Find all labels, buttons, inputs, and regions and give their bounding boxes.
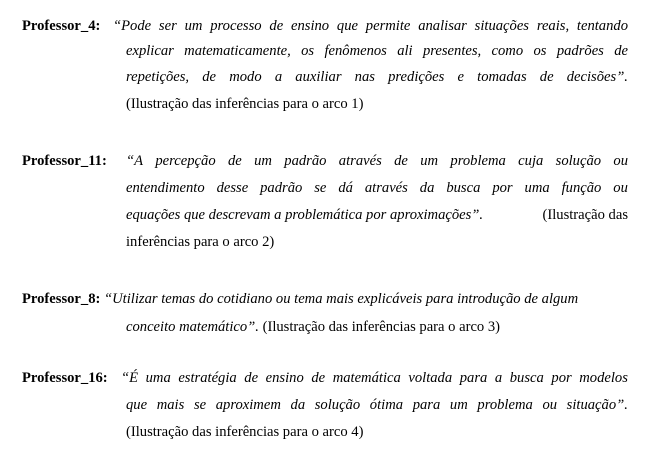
quote-word: uma	[145, 370, 171, 386]
quote-text-with-reference	[126, 207, 628, 224]
quote-word: por	[492, 180, 513, 196]
quote-word: busca	[509, 370, 544, 386]
reference-text: (Ilustração das	[542, 207, 628, 223]
entry-first-line	[22, 18, 628, 35]
quote-word: problema	[450, 153, 506, 169]
quote-word: a	[494, 370, 503, 386]
quote-word: aproximem	[215, 397, 281, 413]
quote-word: padrão	[260, 180, 303, 196]
quote-word: para	[412, 397, 441, 413]
quote-word: estratégia	[178, 370, 237, 386]
quote-word: se	[314, 180, 327, 196]
quote-word: através	[364, 180, 408, 196]
quote-word: matematicamente,	[184, 43, 291, 59]
quote-word: como	[491, 43, 524, 59]
quote-word: ou	[542, 397, 558, 413]
quote-word: solução	[314, 397, 361, 413]
quote-word: explicar	[126, 43, 174, 59]
quote-word: entendimento	[126, 180, 205, 196]
quote-word: processo	[210, 18, 262, 34]
quote-word: ou	[613, 180, 628, 196]
quote-word: situações	[474, 18, 529, 34]
quote-word: a	[274, 69, 283, 85]
quote-word: os	[533, 43, 547, 59]
quote-word: modelos	[579, 370, 628, 386]
quote-word: de	[394, 153, 408, 169]
quote-word: ali	[397, 43, 413, 59]
quote-word: “É	[121, 370, 139, 386]
quote-word: solução	[555, 153, 602, 169]
quote-word: para	[459, 370, 488, 386]
quote-text	[126, 43, 628, 60]
quote-word: um	[449, 397, 468, 413]
speaker-label: Professor_8:	[22, 291, 101, 307]
quote-word: tomadas	[477, 69, 527, 85]
quote-word: um	[420, 153, 439, 169]
quote-word: ótima	[369, 397, 404, 413]
quote-word: ou	[613, 153, 628, 169]
quote-word: modo	[229, 69, 262, 85]
quote-word: “A	[126, 153, 144, 169]
quote-word: de	[539, 69, 554, 85]
quote-word: de	[244, 370, 259, 386]
quote-word: mais	[156, 397, 185, 413]
quote-word: função	[561, 180, 602, 196]
quote-text	[126, 153, 628, 170]
quote-text	[126, 397, 628, 414]
quote-word: ensino	[265, 370, 304, 386]
quote-word: uma	[524, 180, 550, 196]
entry-first-line	[22, 291, 578, 308]
quote-word: um	[184, 18, 203, 34]
quote-word: “Pode	[113, 18, 152, 34]
quote-word: cuja	[518, 153, 544, 169]
quote-word: de	[227, 153, 242, 169]
speaker-label: Professor_11:	[22, 153, 107, 169]
quote-word: problema	[477, 397, 533, 413]
quote-text	[126, 69, 628, 86]
quote-word: reais,	[536, 18, 570, 34]
quote-word: percepção	[155, 153, 216, 169]
quote-word: busca	[446, 180, 481, 196]
quote-word: presentes,	[422, 43, 482, 59]
quote-word: os	[301, 43, 315, 59]
reference-text: (Ilustração das inferências para o arco 3)	[262, 319, 501, 335]
quote-word: voltada	[408, 370, 453, 386]
quote-word: desse	[216, 180, 249, 196]
quote-word: permite	[365, 18, 411, 34]
quote-word: de	[311, 370, 326, 386]
quote-word: através	[338, 153, 382, 169]
entry-first-line	[22, 153, 628, 170]
quote-word: de	[202, 69, 217, 85]
quote-word: ensino	[290, 18, 330, 34]
entry-first-line	[22, 370, 628, 387]
quote-word: de	[269, 18, 284, 34]
quote-word: decisões”.	[566, 69, 628, 85]
quote-word: por	[551, 370, 572, 386]
quote-word: tentando	[576, 18, 628, 34]
quote-word: da	[290, 397, 306, 413]
quote-text: “Utilizar temas do cotidiano ou tema mais explicáveis para introdução de algum	[104, 291, 579, 307]
reference-text: inferências para o arco 2)	[126, 234, 275, 250]
quote-text	[126, 180, 628, 197]
quote-word: dá	[338, 180, 353, 196]
speaker-label: Professor_4:	[22, 18, 101, 34]
quote-word: situação”.	[566, 397, 628, 413]
quote-word: matemática	[332, 370, 401, 386]
quote-word: que	[336, 18, 358, 34]
quote-word: padrão	[284, 153, 327, 169]
quote-word: analisar	[418, 18, 467, 34]
quote-text	[113, 18, 628, 35]
quote-word: padrões	[556, 43, 604, 59]
quote-text: equações que descrevam a problemática por aproximações”.	[126, 207, 484, 223]
quote-text	[121, 370, 628, 387]
reference-text: (Ilustração das inferências para o arco 1)	[126, 96, 364, 112]
quote-word: um	[254, 153, 272, 169]
speaker-label: Professor_16:	[22, 370, 108, 386]
quote-text: conceito matemático”.	[126, 319, 259, 335]
quote-word: predições	[388, 69, 445, 85]
quote-word: se	[193, 397, 207, 413]
entry-second-line	[126, 319, 500, 336]
reference-text: (Ilustração das inferências para o arco 4)	[126, 424, 364, 440]
quote-word: que	[126, 397, 148, 413]
quote-word: da	[419, 180, 435, 196]
quote-word: fenômenos	[324, 43, 387, 59]
quote-word: de	[614, 43, 628, 59]
quote-word: e	[457, 69, 464, 85]
quote-word: ser	[158, 18, 177, 34]
quote-word: auxiliar	[295, 69, 342, 85]
quote-word: nas	[354, 69, 375, 85]
quote-word: repetições,	[126, 69, 190, 85]
